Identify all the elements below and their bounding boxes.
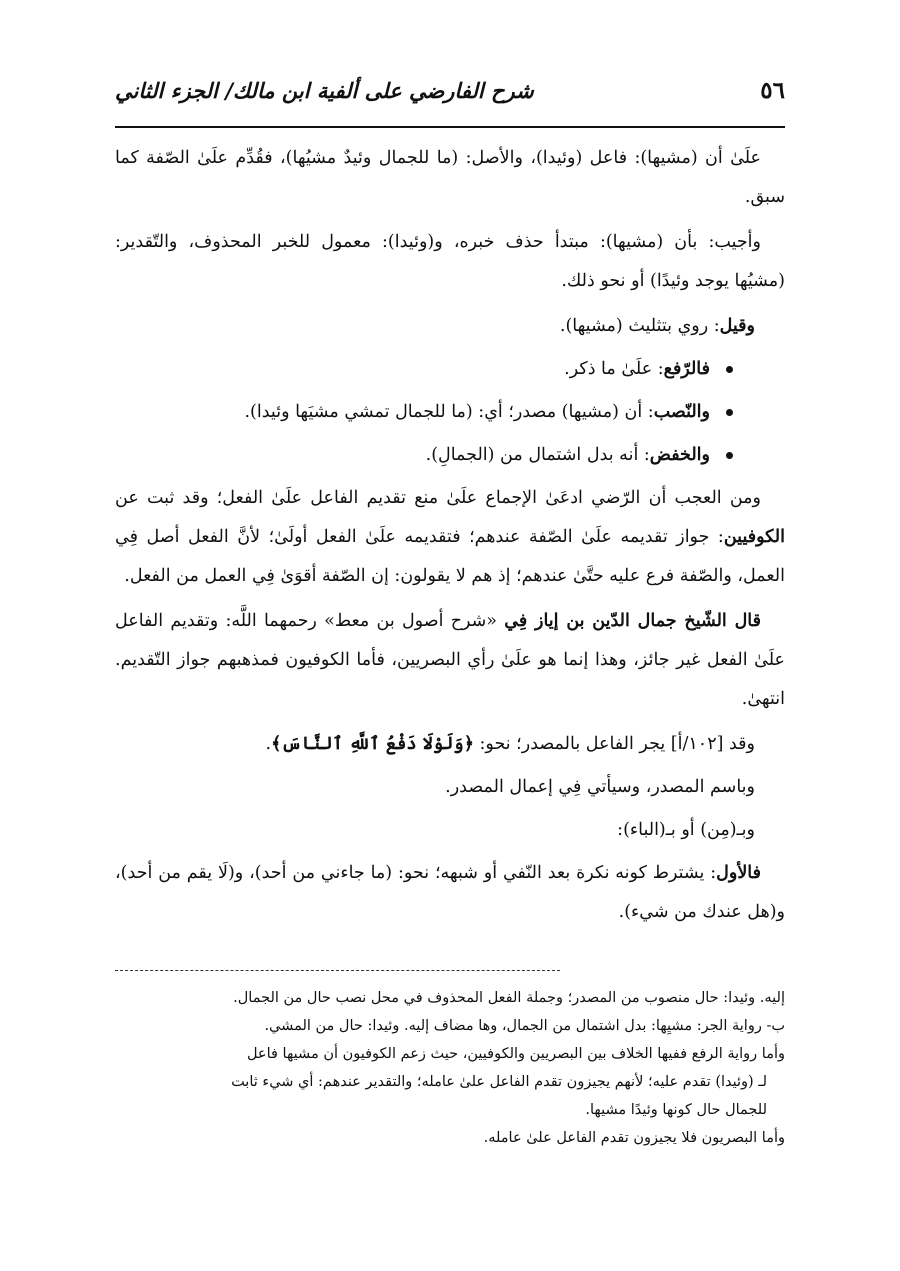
- paragraph-6: [115, 725, 785, 764]
- footnote-separator: [115, 970, 560, 971]
- reading-text: : علَىٰ ما ذكر.: [564, 359, 664, 379]
- bullet-icon: [726, 409, 733, 416]
- page-number: ٥٦: [760, 76, 785, 104]
- footnote-line: وأما البصريون فلا يجيزون تقدم الفاعل علىٰ عامله.: [483, 1130, 785, 1146]
- running-header: [115, 64, 785, 116]
- header-rule: [115, 126, 785, 128]
- paragraph-4-b: : جواز تقديمه علَىٰ الصّفة عندهم؛ فتقديمه علَىٰ الفعل أولَىٰ؛ لأنَّ الفعل أصل فِي العمل، والصّفة فرع عليه حتَّىٰ عندهم؛ إذ هم لا يقولون: إن الصّفة أقوَىٰ فِي العمل من الفعل.: [115, 527, 785, 586]
- paragraph-4: [115, 479, 785, 596]
- reading-label: والخفض: [649, 445, 710, 465]
- bullet-icon: [726, 366, 733, 373]
- list-item: [115, 393, 733, 432]
- paragraph-2: وأجيب: بأن (مشيها): مبتدأ حذف خبره، و(وئيدا): معمول للخبر المحذوف، والتّقدير: (مشيُها يوجد وئيدًا) أو نحو ذلك.: [115, 232, 785, 291]
- reading-text: : أن (مشيها) مصدر؛ أي: (ما للجمال تمشي مشيَها وئيدا).: [244, 402, 654, 422]
- paragraph-3: [115, 307, 785, 346]
- first-text: : يشترط كونه نكرة بعد النّفي أو شبهه؛ نحو: (ما جاءني من أحد)، و(لَا يقم من أحد)، و(هل عندك من شيء).: [115, 863, 785, 922]
- reading-label: فالرّفع: [663, 359, 710, 379]
- citation-author: قال الشّيخ جمال الدّين بن إياز فِي: [504, 611, 761, 631]
- reading-label: والنّصب: [653, 402, 710, 422]
- first-label: فالأول: [716, 863, 761, 883]
- paragraph-6-end: .: [265, 734, 272, 754]
- running-title: شرح الفارضي على ألفية ابن مالك/ الجزء الثاني: [115, 77, 534, 103]
- footnote-line: إليه. وئيدا: حال منصوب من المصدر؛ وجملة الفعل المحذوف في محل نصب حال من الجمال.: [233, 990, 785, 1006]
- bullet-icon: [726, 452, 733, 459]
- list-item: [115, 436, 733, 475]
- footnotes: [115, 984, 785, 1152]
- footnote-line: ب- رواية الجر: مشيِها: بدل اشتمال من الجمال، وها مضاف إليه. وئيدا: حال من المشي.: [264, 1018, 785, 1034]
- reading-text: : أنه بدل اشتمال من (الجمالِ).: [425, 445, 650, 465]
- paragraph-7: وباسم المصدر، وسيأتي فِي إعمال المصدر.: [445, 777, 755, 797]
- main-text: [115, 139, 785, 938]
- paragraph-1: علَىٰ أن (مشيها): فاعل (وئيدا)، والأصل: (ما للجمال وئيدٌ مشيُها)، فقُدِّم علَىٰ الصّفة كما سبق.: [115, 148, 785, 207]
- paragraph-4-a: ومن العجب أن الرّضي ادعَىٰ الإجماع علَىٰ منع تقديم الفاعل علَىٰ الفعل؛ وقد ثبت عن: [115, 488, 761, 508]
- footnote-line: لـ (وئيدا) تقدم عليه؛ لأنهم يجيزون تقدم الفاعل علىٰ عامله؛ والتقدير عندهم: أي شيء ثابت: [231, 1074, 767, 1090]
- term-label: وقيل: [719, 316, 755, 336]
- term-text: : روي بتثليث (مشيها).: [559, 316, 720, 336]
- citation-text: «شرح أصول بن معط» رحمهما اللَّه: وتقديم الفاعل علَىٰ الفعل غير جائز، وهذا إنما هو علَىٰ رأي البصريين، فأما الكوفيون فمذهبهم جواز التّقديم. انتهىٰ.: [115, 611, 785, 709]
- readings-list: [115, 350, 785, 475]
- paragraph-6-text: وقد [١٠٢/أ] يجر الفاعل بالمصدر؛ نحو:: [473, 734, 755, 754]
- paragraph-9: [115, 854, 785, 932]
- footnote-line: وأما رواية الرفع ففيها الخلاف بين البصريين والكوفيين، حيث زعم الكوفيون أن مشيها فاعل: [246, 1046, 785, 1062]
- paragraph-5: [115, 602, 785, 719]
- paragraph-8: وبـ(مِن) أو بـ(الباء):: [617, 820, 755, 840]
- footnote-line: للجمال حال كونها وئيدًا مشيها.: [585, 1102, 767, 1118]
- kufiyyin-term: الكوفيين: [723, 527, 785, 547]
- quran-verse: ﴿وَلَوْلَا دَفْعُ ٱللَّهِ ٱلنَّاسَ﴾: [271, 734, 474, 754]
- list-item: [115, 350, 733, 389]
